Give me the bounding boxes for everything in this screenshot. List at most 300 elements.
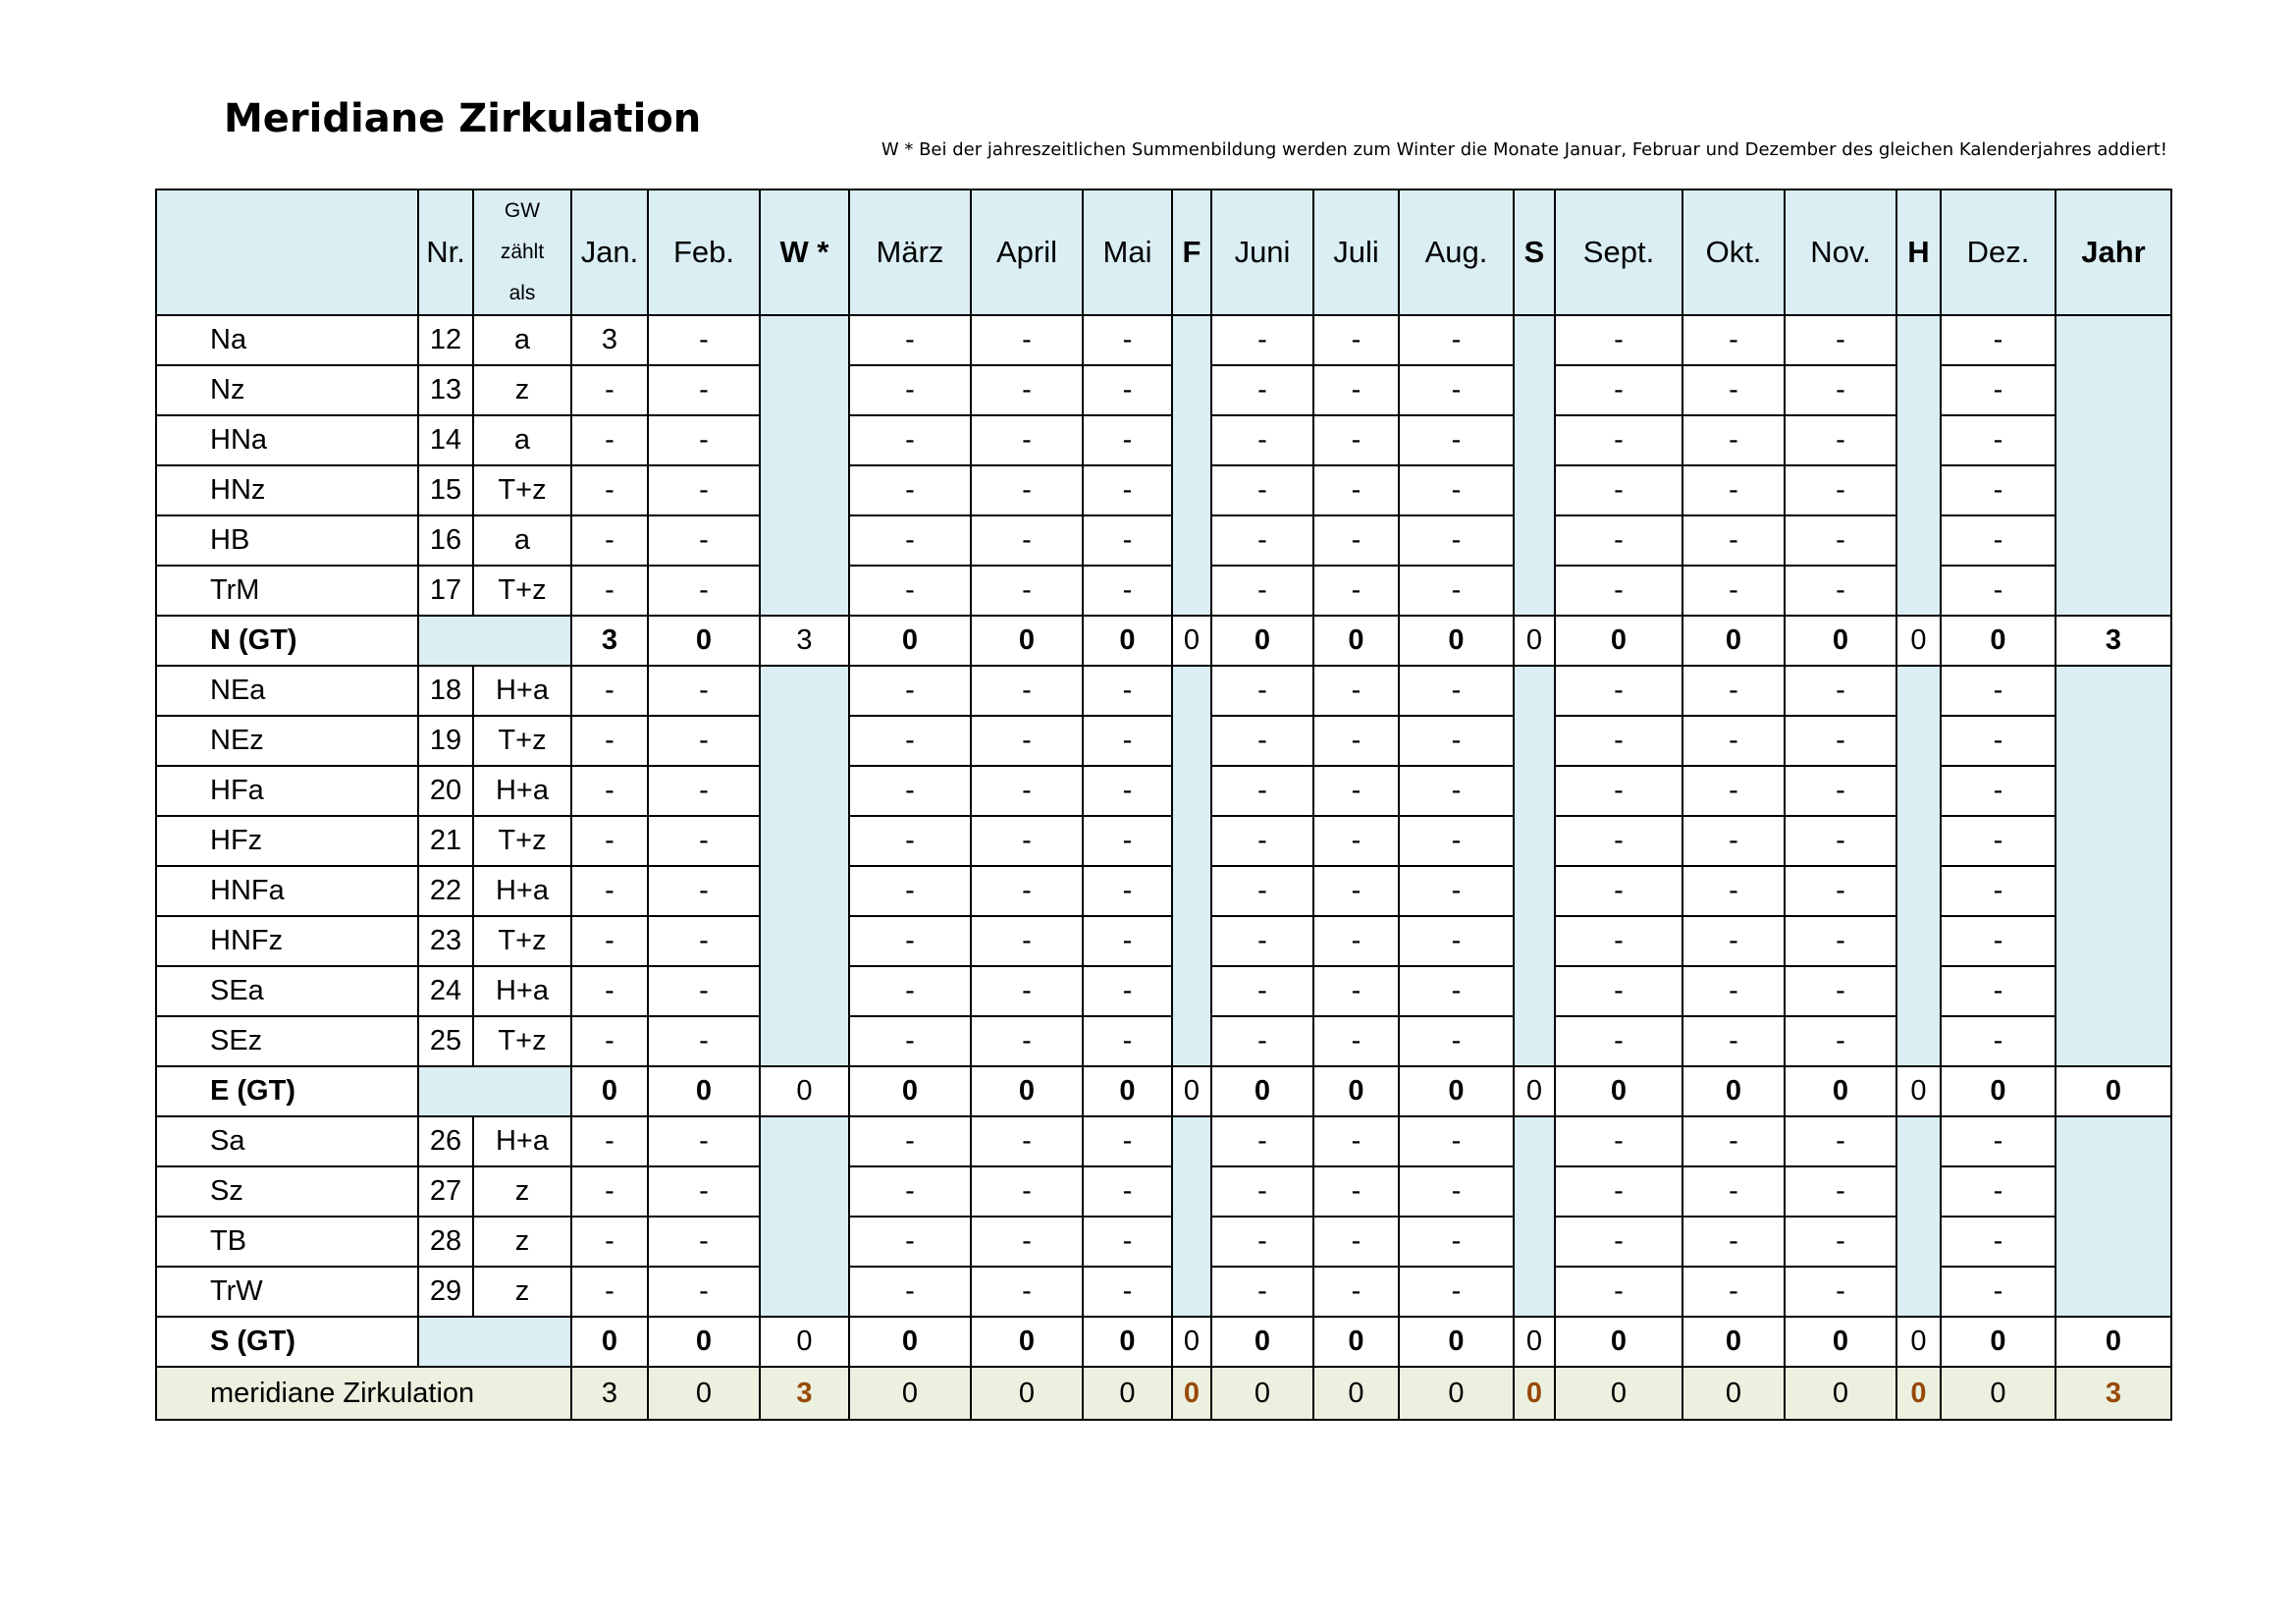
value-cell: - (1941, 866, 2056, 916)
header-col: Sept. (1555, 189, 1682, 315)
value-cell: - (1941, 766, 2056, 816)
value-cell: - (1083, 515, 1172, 566)
table-row (156, 1267, 2171, 1317)
value-cell: - (1083, 916, 1172, 966)
table-row (156, 966, 2171, 1016)
subtotal-value: 0 (1172, 616, 1211, 666)
value-cell: - (1785, 1217, 1896, 1267)
total-value: 0 (849, 1367, 971, 1420)
header-col: Jahr (2056, 189, 2171, 315)
season-sum-cell (1514, 666, 1555, 1066)
value-cell: - (648, 365, 760, 415)
total-value: 0 (1399, 1367, 1514, 1420)
value-cell: - (571, 916, 648, 966)
value-cell: - (648, 766, 760, 816)
season-sum-cell (1172, 1116, 1211, 1317)
row-gw: T+z (473, 916, 571, 966)
value-cell: - (571, 365, 648, 415)
value-cell: - (1211, 515, 1313, 566)
value-cell: - (1555, 315, 1682, 365)
value-cell: - (1313, 415, 1399, 465)
value-cell: - (1682, 566, 1785, 616)
subtotal-value: 0 (1555, 1317, 1682, 1367)
season-sum-cell (1514, 1116, 1555, 1317)
value-cell: - (849, 1166, 971, 1217)
value-cell: - (648, 666, 760, 716)
value-cell: - (1941, 365, 2056, 415)
value-cell: - (1399, 766, 1514, 816)
value-cell: - (571, 716, 648, 766)
value-cell: - (1941, 315, 2056, 365)
total-value: 0 (1514, 1367, 1555, 1420)
value-cell: - (648, 515, 760, 566)
row-label: HNFz (156, 916, 418, 966)
total-value: 0 (971, 1367, 1083, 1420)
season-sum-cell (2056, 1116, 2171, 1317)
value-cell: - (1682, 666, 1785, 716)
table-row (156, 566, 2171, 616)
subtotal-label: N (GT) (156, 616, 418, 666)
season-sum-cell (1896, 666, 1941, 1066)
row-gw: a (473, 515, 571, 566)
value-cell: - (1555, 465, 1682, 515)
value-cell: - (1083, 1166, 1172, 1217)
value-cell: - (571, 966, 648, 1016)
value-cell: - (648, 415, 760, 465)
value-cell: - (971, 1267, 1083, 1317)
header-col: Dez. (1941, 189, 2056, 315)
row-label: Sa (156, 1116, 418, 1166)
table-row (156, 816, 2171, 866)
value-cell: - (971, 866, 1083, 916)
value-cell: - (1941, 716, 2056, 766)
value-cell: - (1785, 1116, 1896, 1166)
value-cell: - (1785, 515, 1896, 566)
subtotal-value: 0 (571, 1317, 648, 1367)
header-col: März (849, 189, 971, 315)
subtotal-value: 0 (1211, 616, 1313, 666)
subtotal-value: 0 (971, 1066, 1083, 1116)
value-cell: - (1083, 816, 1172, 866)
total-value: 0 (1785, 1367, 1896, 1420)
row-gw: a (473, 415, 571, 465)
value-cell: - (1313, 1267, 1399, 1317)
value-cell: - (849, 566, 971, 616)
value-cell: 3 (571, 315, 648, 365)
value-cell: - (1399, 315, 1514, 365)
row-nr: 21 (418, 816, 473, 866)
header-col: Aug. (1399, 189, 1514, 315)
value-cell: - (648, 465, 760, 515)
value-cell: - (1399, 1267, 1514, 1317)
row-label: HNFa (156, 866, 418, 916)
value-cell: - (849, 816, 971, 866)
row-nr: 24 (418, 966, 473, 1016)
value-cell: - (1941, 465, 2056, 515)
value-cell: - (1399, 866, 1514, 916)
subtotal-value: 0 (1313, 1317, 1399, 1367)
row-label: HFa (156, 766, 418, 816)
value-cell: - (1682, 1267, 1785, 1317)
value-cell: - (1313, 1016, 1399, 1066)
season-sum-cell (1896, 315, 1941, 616)
value-cell: - (1941, 666, 2056, 716)
value-cell: - (1682, 465, 1785, 515)
value-cell: - (1399, 1116, 1514, 1166)
header-col: Feb. (648, 189, 760, 315)
value-cell: - (1083, 365, 1172, 415)
row-label: NEz (156, 716, 418, 766)
value-cell: - (1941, 1016, 2056, 1066)
row-nr: 15 (418, 465, 473, 515)
season-sum-cell (760, 315, 849, 616)
value-cell: - (1399, 666, 1514, 716)
subtotal-value: 0 (971, 1317, 1083, 1367)
subtotal-value: 0 (571, 1066, 648, 1116)
header-col: S (1514, 189, 1555, 315)
value-cell: - (1211, 465, 1313, 515)
value-cell: - (571, 1116, 648, 1166)
value-cell: - (1785, 566, 1896, 616)
value-cell: - (1785, 716, 1896, 766)
value-cell: - (1313, 365, 1399, 415)
table-row (156, 1217, 2171, 1267)
subtotal-value: 0 (1785, 1317, 1896, 1367)
value-cell: - (971, 566, 1083, 616)
total-value: 0 (648, 1367, 760, 1420)
value-cell: - (849, 365, 971, 415)
value-cell: - (1555, 766, 1682, 816)
value-cell: - (1555, 666, 1682, 716)
value-cell: - (1682, 916, 1785, 966)
value-cell: - (1555, 1166, 1682, 1217)
value-cell: - (1313, 966, 1399, 1016)
subtotal-value: 3 (2056, 616, 2171, 666)
value-cell: - (1399, 1016, 1514, 1066)
value-cell: - (1313, 716, 1399, 766)
row-label: HNa (156, 415, 418, 465)
value-cell: - (648, 716, 760, 766)
value-cell: - (648, 566, 760, 616)
value-cell: - (1211, 716, 1313, 766)
header-gw-line: als (508, 282, 536, 304)
row-nr: 18 (418, 666, 473, 716)
value-cell: - (571, 1267, 648, 1317)
header-col: Jan. (571, 189, 648, 315)
value-cell: - (648, 315, 760, 365)
value-cell: - (1399, 415, 1514, 465)
value-cell: - (1682, 1116, 1785, 1166)
row-nr: 16 (418, 515, 473, 566)
value-cell: - (1555, 866, 1682, 916)
value-cell: - (571, 415, 648, 465)
value-cell: - (1941, 1217, 2056, 1267)
subtotal-value: 0 (1682, 616, 1785, 666)
value-cell: - (1941, 1267, 2056, 1317)
header-gw (473, 189, 571, 315)
value-cell: - (1399, 365, 1514, 415)
value-cell: - (1555, 916, 1682, 966)
value-cell: - (1682, 766, 1785, 816)
value-cell: - (571, 465, 648, 515)
value-cell: - (1785, 916, 1896, 966)
subtotal-value: 0 (760, 1317, 849, 1367)
value-cell: - (971, 365, 1083, 415)
subtotal-value: 0 (1083, 616, 1172, 666)
value-cell: - (1555, 415, 1682, 465)
value-cell: - (1083, 1217, 1172, 1267)
header-col: Nov. (1785, 189, 1896, 315)
value-cell: - (1682, 866, 1785, 916)
value-cell: - (571, 666, 648, 716)
row-gw: z (473, 1217, 571, 1267)
value-cell: - (1785, 1267, 1896, 1317)
row-nr: 25 (418, 1016, 473, 1066)
value-cell: - (1785, 866, 1896, 916)
value-cell: - (571, 816, 648, 866)
value-cell: - (1785, 766, 1896, 816)
value-cell: - (971, 966, 1083, 1016)
row-label: Sz (156, 1166, 418, 1217)
value-cell: - (1211, 1267, 1313, 1317)
row-gw: H+a (473, 666, 571, 716)
value-cell: - (1313, 866, 1399, 916)
value-cell: - (1313, 465, 1399, 515)
value-cell: - (1785, 1166, 1896, 1217)
total-value: 3 (760, 1367, 849, 1420)
value-cell: - (1682, 315, 1785, 365)
total-value: 0 (1555, 1367, 1682, 1420)
row-nr: 28 (418, 1217, 473, 1267)
value-cell: - (1211, 1166, 1313, 1217)
value-cell: - (1313, 315, 1399, 365)
value-cell: - (1313, 816, 1399, 866)
total-value: 0 (1172, 1367, 1211, 1420)
row-nr: 23 (418, 916, 473, 966)
row-gw: H+a (473, 966, 571, 1016)
header-col: W * (760, 189, 849, 315)
table-row (156, 465, 2171, 515)
value-cell: - (1941, 1166, 2056, 1217)
table-row (156, 666, 2171, 716)
row-gw: z (473, 1166, 571, 1217)
total-value: 0 (1682, 1367, 1785, 1420)
subtotal-value: 0 (1896, 616, 1941, 666)
value-cell: - (1399, 816, 1514, 866)
total-value: 0 (1941, 1367, 2056, 1420)
value-cell: - (648, 1217, 760, 1267)
value-cell: - (1211, 365, 1313, 415)
row-label: HFz (156, 816, 418, 866)
value-cell: - (1785, 415, 1896, 465)
value-cell: - (849, 666, 971, 716)
value-cell: - (1083, 716, 1172, 766)
value-cell: - (571, 1217, 648, 1267)
value-cell: - (849, 515, 971, 566)
row-gw: a (473, 315, 571, 365)
table-row (156, 1016, 2171, 1066)
total-value: 0 (1083, 1367, 1172, 1420)
subtotal-value: 0 (1941, 1066, 2056, 1116)
value-cell: - (971, 1016, 1083, 1066)
value-cell: - (849, 1116, 971, 1166)
subtotal-value: 0 (1514, 616, 1555, 666)
row-label: SEa (156, 966, 418, 1016)
row-gw: H+a (473, 766, 571, 816)
page-title: Meridiane Zirkulation (224, 96, 702, 141)
value-cell: - (849, 415, 971, 465)
subtotal-value: 0 (1785, 1066, 1896, 1116)
value-cell: - (1399, 966, 1514, 1016)
subtotal-row (156, 616, 2171, 666)
subtotal-blank (418, 1066, 571, 1116)
row-gw: T+z (473, 566, 571, 616)
row-label: SEz (156, 1016, 418, 1066)
value-cell: - (1555, 966, 1682, 1016)
row-gw: T+z (473, 1016, 571, 1066)
total-value: 0 (1211, 1367, 1313, 1420)
subtotal-value: 0 (1399, 616, 1514, 666)
season-sum-cell (2056, 666, 2171, 1066)
value-cell: - (1785, 365, 1896, 415)
value-cell: - (1941, 566, 2056, 616)
total-value: 3 (2056, 1367, 2171, 1420)
value-cell: - (1785, 1016, 1896, 1066)
value-cell: - (1313, 1166, 1399, 1217)
subtotal-value: 0 (2056, 1317, 2171, 1367)
row-gw: T+z (473, 465, 571, 515)
subtotal-value: 0 (1313, 1066, 1399, 1116)
subtotal-row (156, 1317, 2171, 1367)
row-label: TB (156, 1217, 418, 1267)
circulation-table (155, 189, 2172, 1421)
value-cell: - (571, 1016, 648, 1066)
row-gw: z (473, 1267, 571, 1317)
subtotal-value: 0 (1211, 1317, 1313, 1367)
value-cell: - (648, 816, 760, 866)
subtotal-value: 3 (760, 616, 849, 666)
subtotal-value: 0 (1313, 616, 1399, 666)
row-label: Nz (156, 365, 418, 415)
value-cell: - (849, 716, 971, 766)
value-cell: - (1555, 816, 1682, 866)
value-cell: - (971, 315, 1083, 365)
value-cell: - (1682, 365, 1785, 415)
value-cell: - (1785, 315, 1896, 365)
value-cell: - (1682, 1166, 1785, 1217)
total-row (156, 1367, 2171, 1420)
subtotal-value: 0 (648, 1066, 760, 1116)
value-cell: - (1399, 1217, 1514, 1267)
row-nr: 26 (418, 1116, 473, 1166)
value-cell: - (971, 515, 1083, 566)
subtotal-value: 0 (1682, 1066, 1785, 1116)
total-value: 0 (1313, 1367, 1399, 1420)
row-label: Na (156, 315, 418, 365)
value-cell: - (1682, 515, 1785, 566)
value-cell: - (1211, 1116, 1313, 1166)
subtotal-value: 0 (1514, 1066, 1555, 1116)
value-cell: - (1399, 916, 1514, 966)
header-col: Juli (1313, 189, 1399, 315)
header-col: F (1172, 189, 1211, 315)
value-cell: - (1313, 1217, 1399, 1267)
value-cell: - (571, 866, 648, 916)
value-cell: - (1211, 315, 1313, 365)
value-cell: - (1785, 966, 1896, 1016)
season-sum-cell (1514, 315, 1555, 616)
row-nr: 27 (418, 1166, 473, 1217)
value-cell: - (1941, 916, 2056, 966)
value-cell: - (1682, 415, 1785, 465)
value-cell: - (1083, 465, 1172, 515)
subtotal-row (156, 1066, 2171, 1116)
row-gw: z (473, 365, 571, 415)
value-cell: - (849, 1217, 971, 1267)
table-row (156, 766, 2171, 816)
value-cell: - (648, 1016, 760, 1066)
subtotal-value: 0 (1555, 616, 1682, 666)
subtotal-blank (418, 1317, 571, 1367)
value-cell: - (1083, 315, 1172, 365)
row-nr: 20 (418, 766, 473, 816)
subtotal-value: 0 (1555, 1066, 1682, 1116)
value-cell: - (1211, 766, 1313, 816)
value-cell: - (571, 1166, 648, 1217)
value-cell: - (1555, 1267, 1682, 1317)
value-cell: - (648, 916, 760, 966)
value-cell: - (1211, 1217, 1313, 1267)
value-cell: - (971, 465, 1083, 515)
row-gw: H+a (473, 866, 571, 916)
row-nr: 22 (418, 866, 473, 916)
row-gw: H+a (473, 1116, 571, 1166)
value-cell: - (1083, 966, 1172, 1016)
value-cell: - (1399, 1166, 1514, 1217)
subtotal-value: 0 (971, 616, 1083, 666)
table-row (156, 315, 2171, 365)
header-col: Okt. (1682, 189, 1785, 315)
value-cell: - (849, 315, 971, 365)
subtotal-value: 0 (1399, 1317, 1514, 1367)
value-cell: - (849, 916, 971, 966)
subtotal-value: 0 (849, 1317, 971, 1367)
value-cell: - (1313, 566, 1399, 616)
row-nr: 29 (418, 1267, 473, 1317)
subtotal-value: 0 (849, 616, 971, 666)
subtotal-value: 0 (1514, 1317, 1555, 1367)
value-cell: - (849, 966, 971, 1016)
value-cell: - (648, 966, 760, 1016)
value-cell: - (1313, 666, 1399, 716)
row-label: TrW (156, 1267, 418, 1317)
value-cell: - (1785, 816, 1896, 866)
value-cell: - (1083, 866, 1172, 916)
winter-note: W * Bei der jahreszeitlichen Summenbildung werden zum Winter die Monate Januar, Februar und Dezember des gleichen Kalenderjahres addiert! (881, 139, 2167, 160)
value-cell: - (1211, 566, 1313, 616)
value-cell: - (1211, 415, 1313, 465)
subtotal-blank (418, 616, 571, 666)
value-cell: - (971, 816, 1083, 866)
value-cell: - (1682, 1016, 1785, 1066)
value-cell: - (1682, 966, 1785, 1016)
value-cell: - (1941, 966, 2056, 1016)
value-cell: - (648, 866, 760, 916)
table-row (156, 866, 2171, 916)
value-cell: - (1083, 666, 1172, 716)
subtotal-value: 0 (648, 1317, 760, 1367)
value-cell: - (971, 916, 1083, 966)
